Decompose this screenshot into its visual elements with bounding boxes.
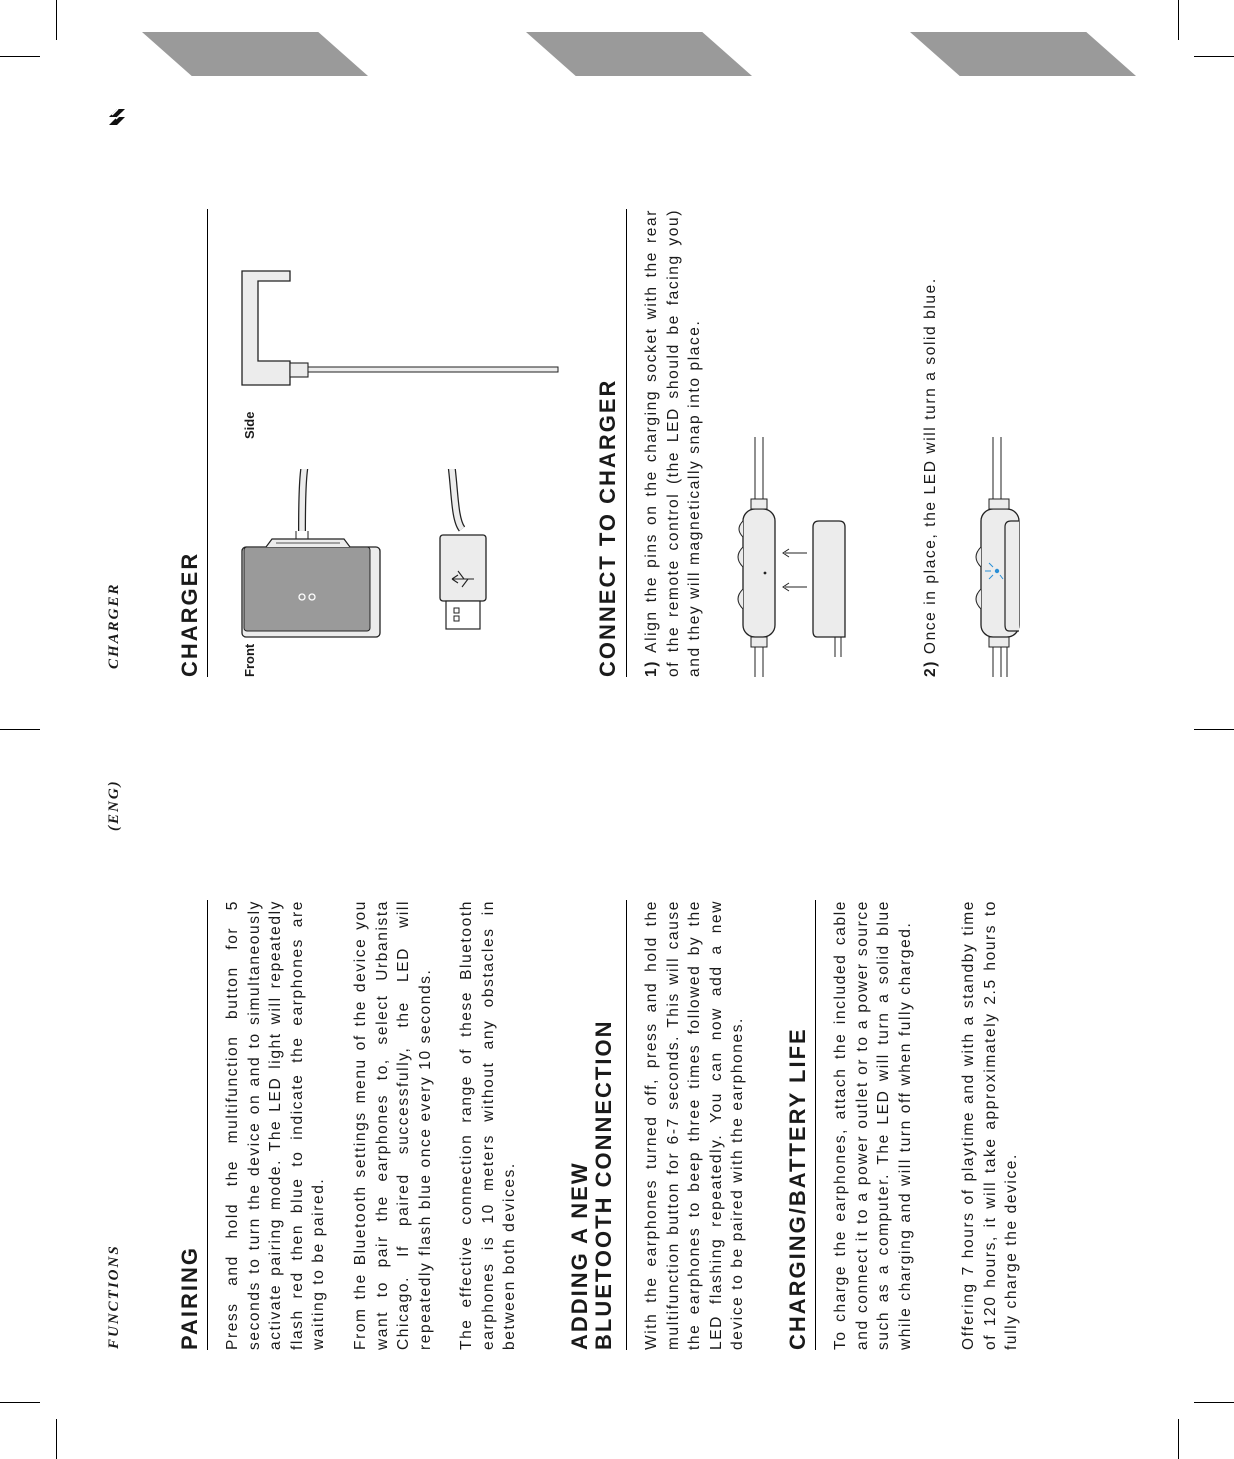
adding-paragraph: With the earphones turned off, press and hold the multifunction button for 6-7 seconds. This will cause the earphones to beep three times followed by the LED flashing repeatedly. You can now add a new device to be paired with the earphones. bbox=[643, 900, 746, 1350]
front-label: Front bbox=[242, 643, 257, 677]
charging-paragraph-2: Offering 7 hours of playtime and with a standby time of 120 hours, it will take approximately 2.5 hours to fully charge the device. bbox=[960, 900, 1020, 1350]
connect-title: CONNECT TO CHARGER bbox=[595, 378, 620, 677]
section-divider bbox=[207, 900, 208, 1350]
section-divider bbox=[626, 209, 627, 677]
pairing-title: PAIRING bbox=[177, 1245, 202, 1350]
connect-step-1 bbox=[641, 209, 706, 677]
running-head-eng: (ENG) bbox=[106, 779, 122, 831]
running-head-charger: CHARGER bbox=[106, 582, 122, 669]
pairing-paragraph-3: The effective connection range of these Bluetooth earphones is 10 meters without any obstacles in between both devices. bbox=[458, 900, 518, 1350]
side-label: Side bbox=[242, 411, 257, 439]
section-divider bbox=[207, 209, 208, 677]
step-2-illustration bbox=[975, 197, 1055, 677]
charging-paragraph-1: To charge the earphones, attach the included cable and connect it to a power outlet or to a power source such as a computer. The LED will turn a solid blue while charging and will turn off when fully charged. bbox=[832, 900, 914, 1350]
adding-title-line-2: BLUETOOTH CONNECTION bbox=[591, 1019, 616, 1350]
step-1-text: Align the pins on the charging socket with the rear of the remote control (the LED should be facing you) and they will magnetically snap into place. bbox=[643, 209, 703, 677]
connect-step-2 bbox=[920, 209, 942, 677]
step-1-illustration bbox=[735, 197, 855, 677]
charger-front-illustration bbox=[236, 469, 566, 649]
pairing-paragraph-1: Press and hold the multifunction button for 5 seconds to turn the device on and to simultaneously activate pairing mode. The LED light will repeatedly flash red then blue to indicate the earphones are waiting to be paired. bbox=[224, 900, 327, 1350]
led-indicator-icon bbox=[995, 569, 999, 573]
adding-title bbox=[568, 1020, 616, 1350]
section-divider bbox=[815, 900, 816, 1350]
charger-title: CHARGER bbox=[177, 551, 202, 677]
running-head-functions: FUNCTIONS bbox=[106, 1244, 122, 1349]
step-1-number: 1) bbox=[643, 660, 660, 677]
adding-title-line-1: ADDING A NEW bbox=[567, 1161, 592, 1350]
charger-side-illustration bbox=[236, 239, 566, 399]
charging-title: CHARGING/BATTERY LIFE bbox=[785, 1027, 810, 1350]
section-divider bbox=[626, 900, 627, 1350]
step-2-text: Once in place, the LED will turn a solid blue. bbox=[922, 277, 939, 655]
pairing-paragraph-2: From the Bluetooth settings menu of the device you want to pair the earphones to, select Urbanista Chicago. If paired successfully, the LED will repeatedly flash blue once every 10 seconds. bbox=[352, 900, 434, 1350]
step-2-number: 2) bbox=[922, 660, 939, 677]
